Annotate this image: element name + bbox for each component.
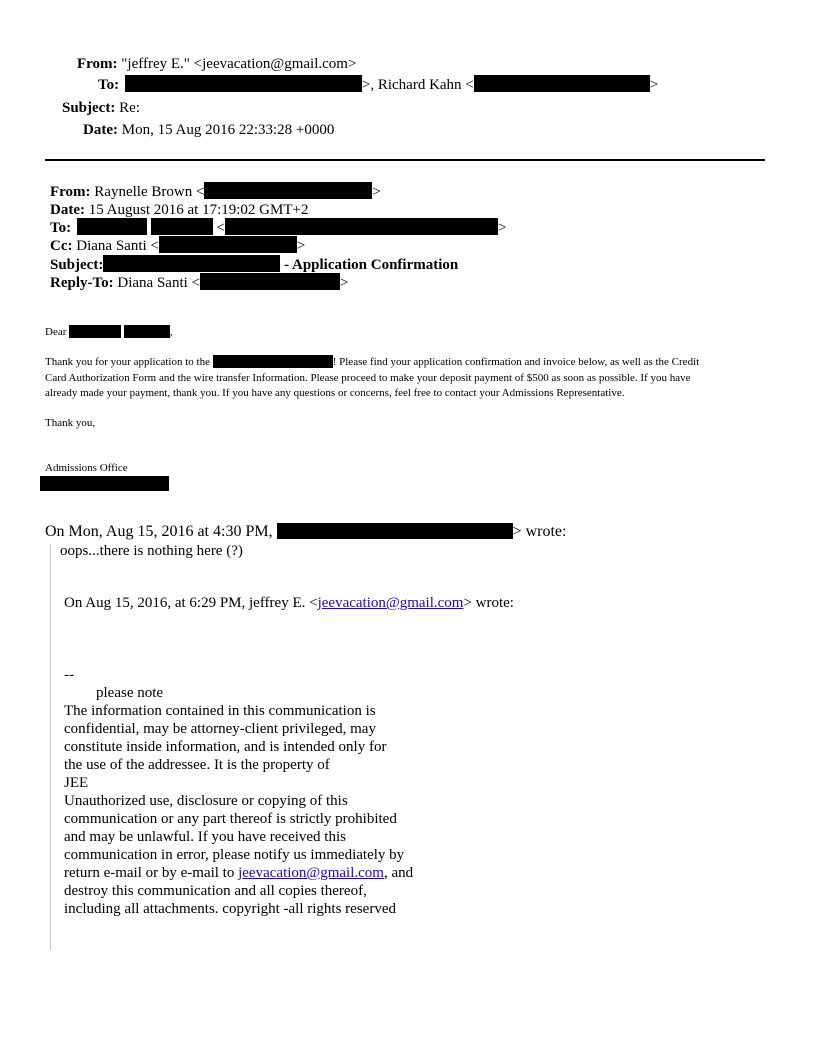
disclaimer-line: constitute inside information, and is intended only for bbox=[64, 739, 387, 755]
greeting-text: Dear bbox=[45, 326, 67, 338]
quote-bar bbox=[50, 544, 51, 950]
redaction-box bbox=[103, 255, 280, 272]
to-end: > bbox=[649, 77, 659, 93]
greeting-end: , bbox=[169, 326, 173, 338]
date-value: 15 August 2016 at 17:19:02 GMT+2 bbox=[88, 202, 309, 218]
reply-to-label: Reply-To: bbox=[50, 275, 114, 291]
oops-line: oops...there is nothing here (?) bbox=[60, 543, 243, 559]
thanks-line: Thank you, bbox=[45, 417, 96, 429]
reply-to-value: Diana Santi < bbox=[117, 275, 200, 291]
disclaimer-line: communication in error, please notify us immediately by bbox=[64, 847, 405, 863]
cc-end: > bbox=[296, 238, 306, 254]
inner-attribution-end: > wrote: bbox=[463, 595, 514, 611]
outer-from-row bbox=[77, 53, 356, 75]
disclaimer-line: JEE bbox=[64, 775, 89, 791]
body-line-1 bbox=[45, 355, 699, 370]
greeting bbox=[45, 325, 173, 340]
from-label: From: bbox=[50, 184, 91, 200]
please-note: please note bbox=[96, 685, 164, 701]
redaction-box bbox=[151, 218, 213, 235]
reply-to-end: > bbox=[340, 275, 349, 291]
para-rest: ! Please find your application confirmation and invoice below, as well as the Credit bbox=[332, 356, 700, 368]
disclaimer-line: including all attachments. copyright -all rights reserved bbox=[64, 901, 396, 917]
attribution-end: > wrote: bbox=[512, 523, 567, 540]
outer-subject-row bbox=[62, 97, 140, 119]
date-value: Mon, 15 Aug 2016 22:33:28 +0000 bbox=[121, 122, 335, 138]
to-label: To: bbox=[98, 77, 120, 93]
disclaimer-line: the use of the addressee. It is the property of bbox=[64, 757, 330, 773]
redaction-box bbox=[204, 182, 372, 199]
date-label: Date: bbox=[50, 202, 85, 218]
header-divider bbox=[45, 159, 765, 161]
disclaimer-line: and may be unlawful. If you have received this bbox=[64, 829, 346, 845]
subject-label: Subject: bbox=[62, 100, 116, 116]
date-label: Date: bbox=[83, 122, 118, 138]
redaction-box bbox=[277, 523, 513, 539]
from-value: "jeffrey E." <jeevacation@gmail.com> bbox=[121, 56, 357, 72]
body-line-3: already made your payment, thank you. If you have any questions or concerns, feel free to contact your Admissions Representative. bbox=[45, 387, 625, 399]
cc-value: Diana Santi < bbox=[76, 238, 159, 254]
cc-label: Cc: bbox=[50, 238, 73, 254]
redaction-box bbox=[159, 236, 297, 253]
disclaimer-line: The information contained in this communication is bbox=[64, 703, 376, 719]
disclaimer-line-with-link bbox=[64, 864, 413, 882]
redaction-box bbox=[200, 273, 340, 290]
redaction-box bbox=[124, 325, 170, 338]
to-label: To: bbox=[50, 220, 72, 236]
body-line-2: Card Authorization Form and the wire transfer Information. Please proceed to make your deposit payment of $500 as soon as possible. If you have bbox=[45, 372, 691, 384]
inner-attribution bbox=[64, 594, 514, 612]
from-value: Raynelle Brown < bbox=[94, 184, 205, 200]
quote-attribution bbox=[45, 523, 566, 541]
subject-label: Subject: bbox=[50, 257, 104, 273]
inner-replyto-row bbox=[50, 272, 348, 294]
redaction-box bbox=[77, 218, 147, 235]
disclaimer-line: Unauthorized use, disclosure or copying of this bbox=[64, 793, 348, 809]
disclaimer-line: communication or any part thereof is strictly prohibited bbox=[64, 811, 397, 827]
email-link[interactable]: jeevacation@gmail.com bbox=[317, 595, 464, 611]
para-start: Thank you for your application to the bbox=[45, 356, 210, 368]
signoff: Admissions Office bbox=[45, 462, 128, 474]
disclaimer-text: , and bbox=[383, 865, 414, 881]
disclaimer bbox=[64, 702, 413, 918]
outer-to-row bbox=[98, 74, 658, 96]
from-end: > bbox=[372, 184, 381, 200]
to-mid: < bbox=[216, 220, 225, 236]
signature-dashes: -- bbox=[64, 667, 74, 683]
disclaimer-line: destroy this communication and all copies thereof, bbox=[64, 883, 367, 899]
inner-attribution-start: On Aug 15, 2016, at 6:29 PM, jeffrey E. < bbox=[64, 595, 318, 611]
redaction-box bbox=[225, 218, 498, 235]
redaction-box bbox=[213, 355, 333, 368]
redaction-box bbox=[69, 325, 121, 338]
subject-value: - Application Confirmation bbox=[284, 257, 459, 273]
email-link[interactable]: jeevacation@gmail.com bbox=[238, 865, 384, 881]
to-separator: >, Richard Kahn < bbox=[361, 77, 474, 93]
subject-value: Re: bbox=[119, 100, 140, 116]
attribution-start: On Mon, Aug 15, 2016 at 4:30 PM, bbox=[45, 523, 273, 540]
outer-date-row bbox=[83, 119, 334, 141]
from-label: From: bbox=[77, 56, 118, 72]
to-end: > bbox=[497, 220, 507, 236]
disclaimer-line: confidential, may be attorney-client privileged, may bbox=[64, 721, 376, 737]
redaction-box bbox=[125, 75, 362, 92]
redaction-box bbox=[474, 75, 650, 92]
disclaimer-text: return e-mail or by e-mail to bbox=[64, 865, 239, 881]
redaction-box bbox=[40, 476, 169, 491]
